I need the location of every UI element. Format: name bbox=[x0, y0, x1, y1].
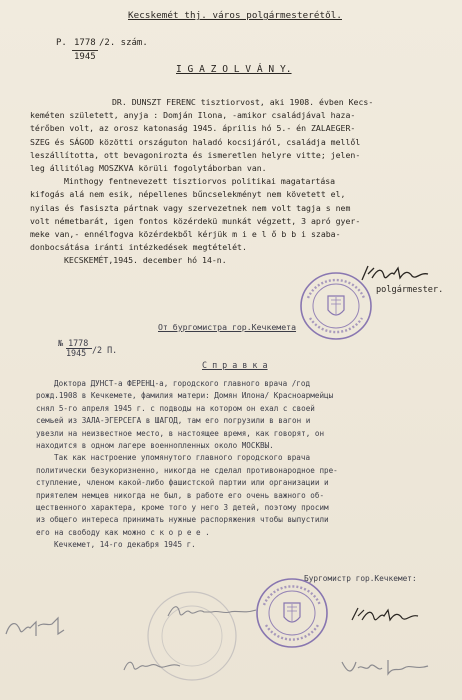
russian-body bbox=[36, 378, 436, 552]
russian-body-line: щественного характера, кроме того у него 3 детей, поэтому просим bbox=[36, 503, 329, 513]
signature-pencil-left bbox=[2, 612, 72, 642]
body-line: leszállította, ott bevagonirozta és ismeretlen helyre vitte; jelen- bbox=[30, 149, 361, 160]
body-line: térőben volt, az orosz katonaság 1945. április hó 5.- én ZALAEGER- bbox=[30, 123, 356, 134]
mayor-signature-top bbox=[358, 262, 438, 286]
document-header: Kecskemét thj. város polgármesterétől. bbox=[128, 10, 342, 21]
ref-fraction-line bbox=[72, 50, 98, 51]
body-line: meke van,- ennélfogva közérdekből kérjük m i e l ő b b i szaba- bbox=[30, 229, 341, 240]
russian-body-line: приятелем немцев никогда не был, в работе его очень важного об- bbox=[36, 490, 325, 500]
russian-body-line: ступление, членом какой-либо фашистской партии или организации и bbox=[36, 478, 329, 488]
russian-body-line: находится в одном лагере военнопленных около МОСКВЫ. bbox=[36, 441, 274, 451]
body-line: SZEG és SÁGOD közötti országuton haladó kocsijáról, családja mellől bbox=[30, 136, 361, 147]
signature-pencil-middle bbox=[164, 600, 264, 622]
date-line: KECSKEMÉT,1945. december hó 14-n. bbox=[64, 255, 227, 266]
russian-signer-title: Бургомистр гор.Кечкемет: bbox=[304, 574, 417, 583]
russian-body-line: Доктора ДУНСТ-а ФЕРЕНЦ-а, городского главного врача /год bbox=[54, 379, 311, 388]
russian-body-line: семьей из ЗАЛА-ЭГЕРСЕГА в ШАГОД, там его погрузили в вагон и bbox=[36, 416, 311, 426]
russian-ref-number: № 1778 bbox=[58, 338, 89, 348]
body-line: leg állitólag MOSZKVA körüli fogolytáborban van. bbox=[30, 163, 267, 174]
russian-date-line: Кечкемет, 14-го декабря 1945 г. bbox=[54, 540, 196, 550]
signer-title: polgármester. bbox=[376, 285, 444, 295]
russian-body-line: снял 5-го апреля 1945 г. с подводы на котором он ехал с своей bbox=[36, 403, 315, 413]
ref-prefix: P. bbox=[56, 38, 67, 48]
russian-header: От бургомистра гор.Кечкемета bbox=[158, 322, 297, 332]
russian-body-line: Так как настроение упомянутого главного городского врача bbox=[54, 453, 311, 463]
hungarian-body bbox=[30, 96, 442, 268]
ref-number: 1778 bbox=[74, 38, 96, 48]
russian-body-line: политически безукоризненно, никогда не сделал противонародное пре- bbox=[36, 465, 338, 475]
body-line: kifogás alá nem esik, népellenes bűncselekményt nem követett el, bbox=[30, 189, 346, 200]
body-line: keméten született, anyja : Domján Ilona, -amikor családjával haza- bbox=[30, 110, 356, 121]
russian-body-line: из общего интереса принимать нужные распоряжения чтобы выпустили bbox=[36, 515, 329, 525]
russian-body-line: рожд.1908 в Кечкемете, фамилия матери: Домян Илона/ Красноармейцы bbox=[36, 391, 334, 401]
ref-year: 1945 bbox=[74, 52, 96, 62]
official-stamp-bottom bbox=[254, 576, 330, 650]
ref-suffix: /2. szám. bbox=[99, 38, 148, 48]
russian-title: С п р а в к а bbox=[202, 360, 268, 370]
signature-pencil-right bbox=[338, 654, 434, 680]
russian-ref-year: 1945 bbox=[66, 348, 87, 358]
signature-pencil-bottom bbox=[120, 654, 190, 676]
body-line: donbocsátása iránti intézkedések megtételét. bbox=[30, 242, 247, 253]
body-line: volt németbarát, igen fontos közérdekü munkát végzett, 3 apró gyer- bbox=[30, 215, 361, 226]
russian-body-line: его на свободу как можно с к о р е е . bbox=[36, 527, 210, 537]
body-line: nyilas és fasiszta pártnak vagy szervezetnek nem volt tagja s nem bbox=[30, 202, 351, 213]
russian-body-line: увезли на неизвестное место, в настоящее время, как говорят, он bbox=[36, 428, 325, 438]
russian-ref-suffix: /2 П. bbox=[92, 345, 118, 355]
mayor-signature-bottom bbox=[348, 604, 424, 626]
body-line: Minthogy fentnevezett tisztiorvos politikai magatartása bbox=[64, 176, 336, 187]
document-title: I G A Z O L V Á N Y. bbox=[176, 64, 292, 75]
body-line: DR. DUNSZT FERENC tisztiorvost, aki 1908. évben Kecs- bbox=[112, 97, 374, 107]
